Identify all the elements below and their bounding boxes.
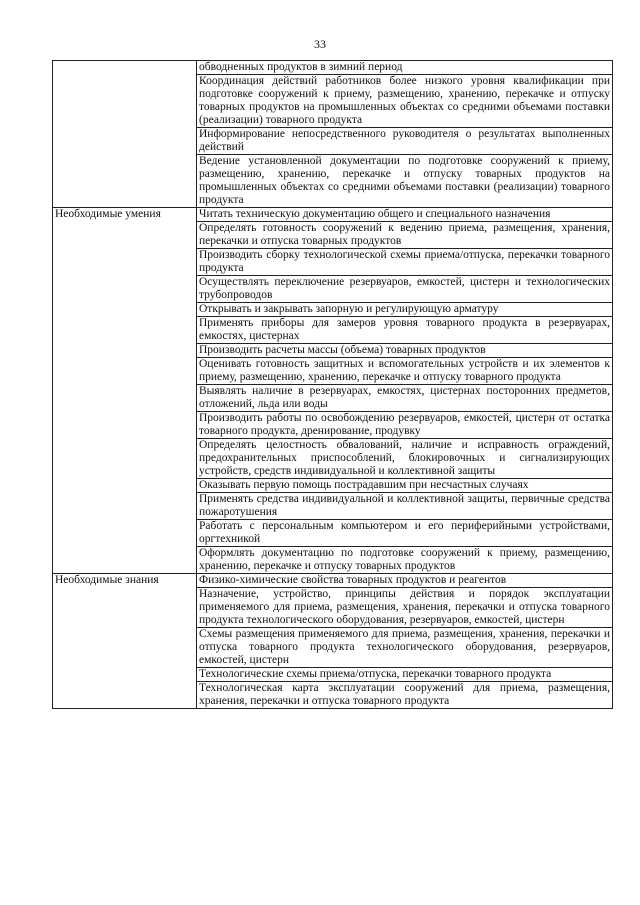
requirement-item: Применять средства индивидуальной и коллективной защиты, первичные средства пожаротушения (197, 493, 613, 520)
requirement-item: Работать с персональным компьютером и его периферийными устройствами, оргтехникой (197, 520, 613, 547)
table-row (53, 61, 613, 75)
requirements-table (52, 60, 613, 709)
section-label: Необходимые умения (53, 208, 197, 574)
requirements-table-body (53, 61, 613, 709)
requirement-item: Технологическая карта эксплуатации сооружений для приема, размещения, хранения, перекачки и отпуска товарного продукта (197, 682, 613, 709)
page-number: 33 (314, 37, 326, 51)
section-label: Необходимые знания (53, 574, 197, 709)
requirement-item: Выявлять наличие в резервуарах, емкостях, цистернах посторонних предметов, отложений, льда или воды (197, 385, 613, 412)
requirement-item: Назначение, устройство, принципы действия и порядок эксплуатации применяемого для приема, размещения, хранения, перекачки и отпуска товарного продукта технологического оборудования, резервуаров, емкостей, цистерн (197, 588, 613, 628)
requirement-item: Оценивать готовность защитных и вспомогательных устройств и их элементов к приему, размещению, хранению, перекачке и отпуску товарного продукта (197, 358, 613, 385)
requirement-item: Координация действий работников более низкого уровня квалификации при подготовке сооружений к приему, размещению, хранению, перекачке и отпуску товарных продуктов на промышленных объектах со средними объемами поставки (реализации) товарного продукта (197, 75, 613, 128)
requirement-item: Технологические схемы приема/отпуска, перекачки товарного продукта (197, 668, 613, 682)
table-row (53, 208, 613, 222)
requirement-item: Информирование непосредственного руководителя о результатах выполненных действий (197, 128, 613, 155)
section-label (53, 61, 197, 208)
requirement-item: Производить работы по освобождению резервуаров, емкостей, цистерн от остатка товарного продукта, дренирование, продувку (197, 412, 613, 439)
requirement-item: Ведение установленной документации по подготовке сооружений к приему, размещению, хранению, перекачке и отпуску товарных продуктов на промышленных объектах со средними объемами поставки (реализации) товарного продукта (197, 155, 613, 208)
requirement-item: Осуществлять переключение резервуаров, емкостей, цистерн и технологических трубопроводов (197, 276, 613, 303)
requirement-item: Определять целостность обвалований, наличие и исправность ограждений, предохранительных приспособлений, блокировочных и сигнализирующих устройств, средств индивидуальной и коллективной защиты (197, 439, 613, 479)
requirement-item: Читать техническую документацию общего и специального назначения (197, 208, 613, 222)
table-row (53, 574, 613, 588)
requirement-item: обводненных продуктов в зимний период (197, 61, 613, 75)
requirement-item: Физико-химические свойства товарных продуктов и реагентов (197, 574, 613, 588)
requirement-item: Применять приборы для замеров уровня товарного продукта в резервуарах, емкостях, цистернах (197, 317, 613, 344)
requirement-item: Производить расчеты массы (объема) товарных продуктов (197, 344, 613, 358)
requirement-item: Оформлять документацию по подготовке сооружений к приему, размещению, хранению, перекачке и отпуску товарных продуктов (197, 547, 613, 574)
requirement-item: Производить сборку технологической схемы приема/отпуска, перекачки товарного продукта (197, 249, 613, 276)
requirement-item: Открывать и закрывать запорную и регулирующую арматуру (197, 303, 613, 317)
requirement-item: Оказывать первую помощь пострадавшим при несчастных случаях (197, 479, 613, 493)
requirement-item: Определять готовность сооружений к ведению приема, размещения, хранения, перекачки и отпуска товарных продуктов (197, 222, 613, 249)
requirement-item: Схемы размещения применяемого для приема, размещения, хранения, перекачки и отпуска товарного продукта технологического оборудования, резервуаров, емкостей, цистерн (197, 628, 613, 668)
